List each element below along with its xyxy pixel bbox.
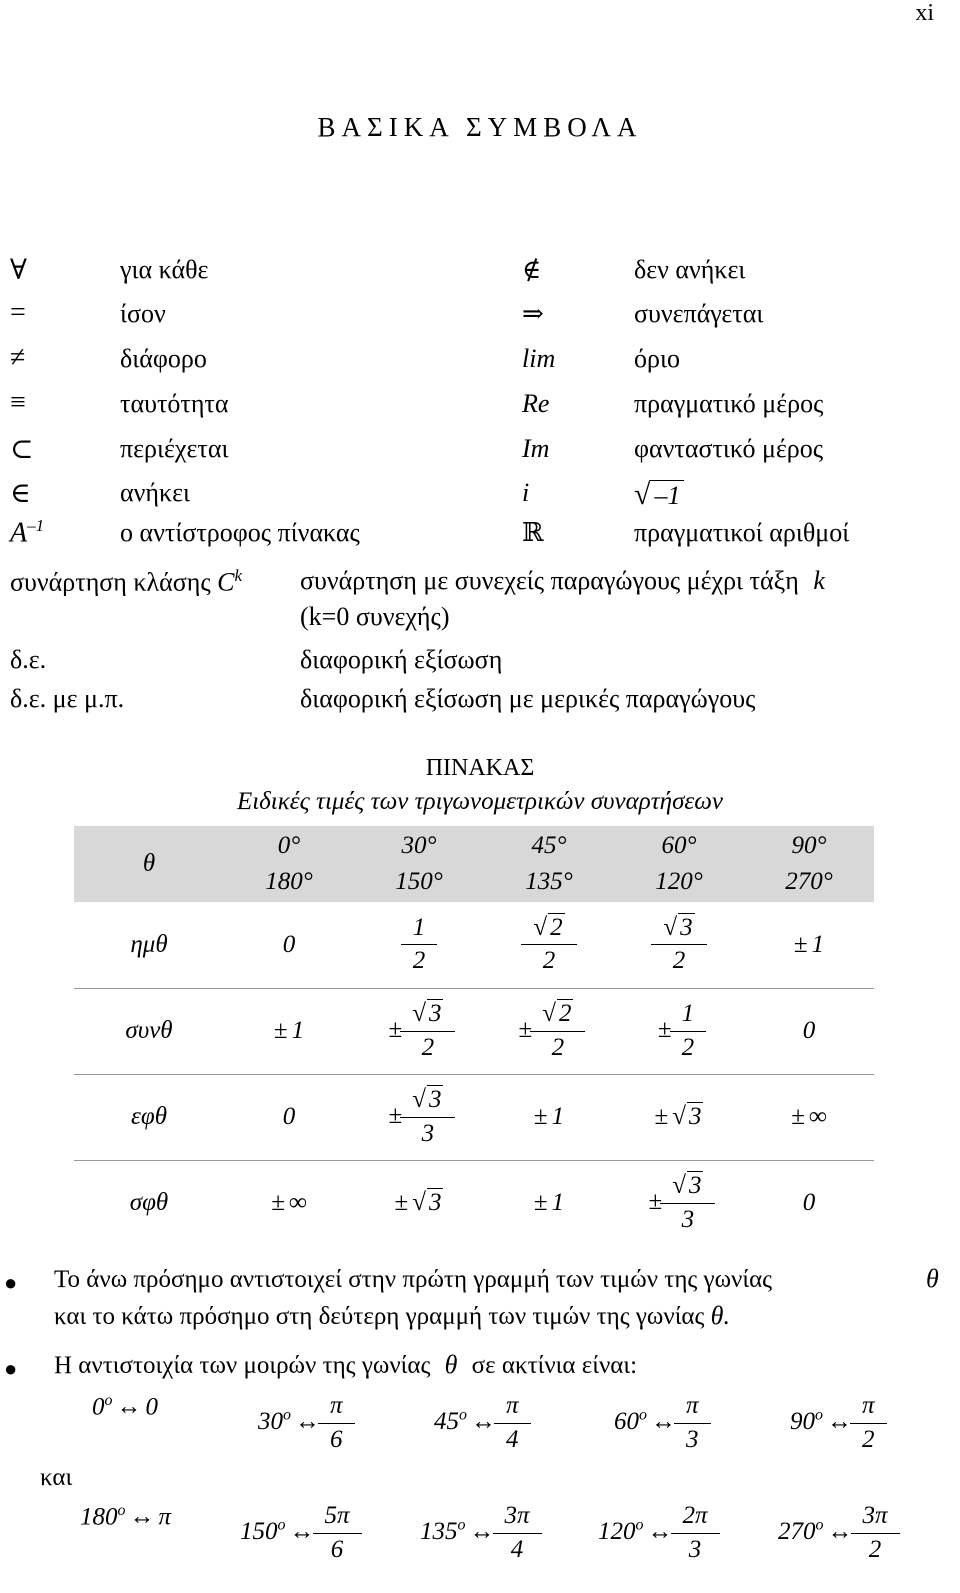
symbol-description: συνεπάγεται — [634, 299, 764, 328]
bullet-icon: ● — [4, 1356, 18, 1381]
degree-radian-conversion: 270$^o$ ↔ $\frac{3\pi}{2}$ — [778, 1502, 894, 1565]
table-cell: $\frac{√ 2}{2}$ — [484, 902, 614, 988]
symbol-glyph: = — [10, 297, 26, 328]
angle-header: 45° 135° — [484, 826, 614, 902]
symbol-description: διάφορο — [120, 344, 207, 373]
page-number: xi — [915, 0, 934, 26]
symbol-description: √ –1 — [634, 478, 684, 512]
symbol-description: ο αντίστροφος πίνακας — [120, 518, 360, 547]
row-label: ημθ — [130, 930, 168, 958]
symbol-description: ανήκει — [120, 478, 190, 507]
table-cell: $\frac{√ 3}{2}$ — [614, 902, 744, 988]
page-title: ΒΑΣΙΚΑ ΣΥΜΒΟΛΑ — [317, 112, 643, 142]
symbol-glyph: ∀ — [10, 255, 27, 286]
angle-header: 60° 120° — [614, 826, 744, 902]
degree-radian-conversion: 45$^o$ ↔ $\frac{\pi}{4}$ — [434, 1392, 525, 1455]
note-sign-line2: και το κάτω πρόσημο στη δεύτερη γραμμή των τιμών της γωνίας θ. — [54, 1301, 730, 1330]
row-label: εφθ — [74, 1074, 224, 1160]
symbol-glyph: lim — [522, 344, 556, 373]
table-cell: ± $\frac{√ 3}{2}$ — [354, 988, 484, 1074]
table-cell: ± 1 — [484, 1160, 614, 1246]
row-label: συνθ — [74, 988, 224, 1074]
def-class-desc: συνάρτηση με συνεχείς παραγώγους μέχρι τάξη k — [300, 566, 825, 595]
note-sign-theta: θ — [926, 1264, 939, 1293]
symbol-description: πραγματικοί αριθμοί — [634, 518, 850, 547]
symbol-description: ταυτότητα — [120, 389, 229, 418]
table-cell: ± √ 3 — [614, 1074, 744, 1160]
note-sign-line1: Το άνω πρόσημο αντιστοιχεί στην πρώτη γραμμή των τιμών της γωνίας — [54, 1266, 773, 1293]
table-cell: ± 1 — [484, 1074, 614, 1160]
symbol-description: φανταστικό μέρος — [634, 434, 824, 463]
table-cell: ± ∞ — [744, 1074, 874, 1160]
symbol-glyph: ≡ — [10, 387, 26, 418]
symbol-glyph: Re — [522, 389, 550, 418]
trig-values-table — [74, 826, 874, 1246]
def-class-term: συνάρτηση κλάσης $C^k$ — [10, 566, 243, 597]
degree-radian-conversion: 60$^o$ ↔ $\frac{\pi}{3}$ — [614, 1392, 705, 1455]
symbol-description: περιέχεται — [120, 434, 229, 463]
table-cell: ± $\frac{√ 3}{3}$ — [354, 1074, 484, 1160]
degree-radian-conversion: 120$^o$ ↔ $\frac{2\pi}{3}$ — [598, 1502, 714, 1565]
degree-radian-conversion: 90$^o$ ↔ $\frac{\pi}{2}$ — [790, 1392, 881, 1455]
symbol-glyph: Im — [522, 434, 550, 463]
def-pde-desc: διαφορική εξίσωση με μερικές παραγώγους — [300, 684, 756, 713]
row-label: σφθ — [74, 1160, 224, 1246]
bullet-icon: ● — [4, 1270, 18, 1295]
table-cell: 0 — [744, 988, 874, 1074]
symbol-glyph: $A^{-1}$ — [10, 516, 45, 549]
def-de-term: δ.ε. — [10, 645, 47, 674]
def-class-desc2: (k=0 συνεχής) — [300, 602, 450, 631]
symbol-glyph: ℝ — [522, 518, 544, 547]
angle-header: 0° 180° — [224, 826, 354, 902]
angle-header: 90° 270° — [744, 826, 874, 902]
symbol-description: δεν ανήκει — [634, 255, 746, 284]
symbol-description: για κάθε — [120, 255, 209, 284]
degree-radian-conversion: 180$^o$ ↔ π — [80, 1502, 172, 1531]
angle-header: 30° 150° — [354, 826, 484, 902]
table-cell: ± $\frac{1}{2}$ — [614, 988, 744, 1074]
theta-header: θ — [74, 826, 224, 902]
degree-radian-conversion: 135$^o$ ↔ $\frac{3\pi}{4}$ — [420, 1502, 536, 1565]
table-cell: ± $\frac{√ 2}{2}$ — [484, 988, 614, 1074]
degree-radian-conversion: 30$^o$ ↔ $\frac{\pi}{6}$ — [258, 1392, 349, 1455]
def-pde-term: δ.ε. με μ.π. — [10, 684, 125, 713]
symbol-glyph: ⊂ — [10, 434, 34, 465]
table-row — [74, 988, 874, 1074]
table-row — [74, 1160, 874, 1246]
symbol-description: πραγματικό μέρος — [634, 389, 824, 418]
table-cell: ± 1 — [224, 988, 354, 1074]
symbol-glyph: i — [522, 478, 530, 507]
table-heading: ΠΙΝΑΚΑΣ — [425, 755, 535, 781]
table-cell: 0 — [224, 1074, 354, 1160]
table-cell: ± 1 — [793, 930, 825, 958]
table-cell: $\frac{1}{2}$ — [354, 902, 484, 988]
table-cell: ± √ 3 — [354, 1160, 484, 1246]
table-cell: ± ∞ — [224, 1160, 354, 1246]
table-row — [74, 1074, 874, 1160]
table-cell: 0 — [744, 1160, 874, 1246]
symbol-description: όριο — [634, 344, 680, 373]
symbol-glyph: ≠ — [10, 342, 26, 373]
symbol-description: ίσον — [120, 299, 166, 328]
conjunction-and: και — [40, 1464, 73, 1491]
table-subheading: Ειδικές τιμές των τριγωνομετρικών συναρτήσεων — [236, 788, 724, 815]
table-cell: ± $\frac{√ 3}{3}$ — [614, 1160, 744, 1246]
def-de-desc: διαφορική εξίσωση — [300, 645, 503, 674]
table-header-row — [74, 826, 874, 902]
symbol-glyph: ∉ — [522, 255, 542, 284]
degree-radian-conversion: 0$^o$ ↔ 0 — [92, 1392, 158, 1421]
note-radians: Η αντιστοιχία των μοιρών της γωνίας θ σε ακτίνια είναι: — [54, 1350, 638, 1379]
table-cell: 0 — [282, 930, 296, 958]
degree-radian-conversion: 150$^o$ ↔ $\frac{5\pi}{6}$ — [240, 1502, 356, 1565]
table-row — [74, 902, 874, 988]
symbol-glyph: ∈ — [10, 478, 31, 509]
symbol-glyph: ⇒ — [522, 299, 544, 328]
